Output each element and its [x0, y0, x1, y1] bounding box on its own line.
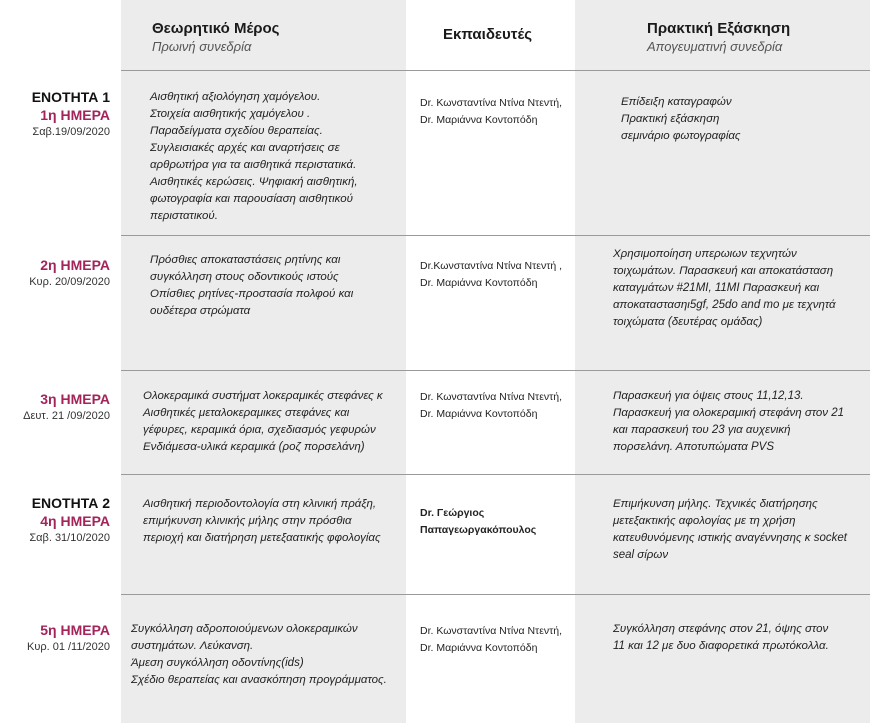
day-1-label-block [32, 88, 110, 139]
day-3-label-block [23, 390, 110, 423]
trainers-header-title: Εκπαιδευτές [443, 26, 533, 43]
practical-header-subtitle: Απογευματινή συνεδρία [647, 39, 783, 54]
row-separator [121, 370, 870, 371]
theory-header-subtitle: Πρωινή συνεδρία [152, 39, 252, 54]
day-1-trainers: Dr. Κωνσταντίνα Ντίνα Ντεντή, Dr. Μαριάννα Κοντοπόδη [420, 97, 563, 126]
day-1-practical: Επίδειξη καταγραφών Πρακτική εξάσκηση σεμινάριο φωτογραφίας [621, 96, 741, 142]
unit-label: ΕΝΟΤΗΤΑ 2 [31, 495, 110, 511]
row-separator [121, 235, 870, 236]
day-1-theory: Αισθητική αξιολόγηση χαμόγελου. Στοιχεία αισθητικής χαμόγελου . Παραδείγματα σχεδίου θεραπείας. Συγλεισιακές αρχές και αναρτήσεις σε αρθρωτήρα για τα αισθητικά περιστατικά. Αισθητικές κερώσεις. Ψηφιακή αισθητική, φωτογραφία και παρουσίαση αισθητικού περιστατικού. [150, 91, 358, 222]
row-separator [121, 594, 870, 595]
day-5-theory: Συγκόλληση αδροποιούμενων ολοκεραμικών συστημάτων. Λεύκανση. Άμεση συγκόλληση οδοντίνης(ids) Σχέδιο θεραπείας και ανασκόπηση προγράμματος. [131, 623, 387, 686]
day-4-trainers: Dr. Γεώργιος Παπαγεωργακόπουλος [420, 507, 537, 536]
day-2-trainers: Dr.Κωνσταντίνα Ντίνα Ντεντή , Dr. Μαριάννα Κοντοπόδη [420, 260, 563, 289]
day-4-practical: Επιμήκυνση μήλης. Τεχνικές διατήρησης μετεξακτικής αφολογίας με τη χρήση κατευθυνόμενης ιστικής αναγέννησης κ socket seal σίρων [613, 498, 847, 561]
day-5-practical: Συγκόλληση στεφάνης στον 21, όψης στον 11 και 12 με δυο διαφορετικά πρωτόκολλα. [613, 623, 829, 652]
day-3-theory: Ολοκεραμικά συστήματ λοκεραμικές στεφάνες κ Αισθητικές μεταλοκεραμικες στεφάνες και γέφυρες, κεραμικά όρια, σχεδιασμός γεφυρών Ενδιάμεσα-υλικά κεραμικά (ροζ πορσελάνη) [143, 390, 383, 453]
day-4-label-block [29, 494, 110, 545]
theory-header-title: Θεωρητικό Μέρος [152, 20, 280, 37]
day-date: Κυρ. 20/09/2020 [29, 276, 110, 288]
theory-header [152, 20, 279, 56]
day-5-trainers: Dr. Κωνσταντίνα Ντίνα Ντεντή, Dr. Μαριάννα Κοντοπόδη [420, 625, 563, 654]
day-2-theory: Πρόσθιες αποκαταστάσεις ρητίνης και συγκόλληση στους οδοντικούς ιστούς Οπίσθιες ρητίνες-προστασία πολφού και ουδέτερα στρώματα [150, 254, 354, 317]
practical-header-title: Πρακτική Εξάσκηση [647, 20, 791, 37]
day-2-label-block [29, 256, 110, 289]
practical-header [647, 20, 790, 56]
day-label: 1η ΗΜΕΡΑ [40, 107, 110, 123]
day-label: 5η ΗΜΕΡΑ [40, 622, 110, 638]
day-5-label-block [27, 621, 110, 654]
day-4-theory: Αισθητική περιοδοντολογία στη κλινική πράξη, επιμήκυνση κλινικής μήλης στην πρόσθια περιοχή και διατήρηση μετεξαατικής φφολογίας [143, 498, 381, 544]
trainers-header [443, 26, 532, 44]
day-3-trainers: Dr. Κωνσταντίνα Ντίνα Ντεντή, Dr. Μαριάννα Κοντοπόδη [420, 391, 563, 420]
day-label: 3η ΗΜΕΡΑ [40, 391, 110, 407]
row-separator [121, 474, 870, 475]
day-label: 4η ΗΜΕΡΑ [40, 513, 110, 529]
day-date: Σαβ.19/09/2020 [32, 126, 110, 138]
day-2-practical: Χρησιμοποίηση υπερωιων τεχνητών τοιχωμάτων. Παρασκευή και αποκατάσταση καταγμάτων #21MI, 11MI Παρασκευή και αποκαταστασηι5gf, 25do and mo με τεχνητά τοιχώματα (δευτέρας ομάδας) [613, 248, 836, 328]
day-label: 2η ΗΜΕΡΑ [40, 257, 110, 273]
day-3-practical: Παρασκευή για όψεις στους 11,12,13. Παρασκευή για ολοκεραμική στεφάνη στον 21 και παρασκευή του 23 για αυχενική πορσελάνη. Αποτυπώματα PVS [613, 390, 845, 453]
day-date: Σαβ. 31/10/2020 [29, 532, 110, 544]
row-separator [121, 70, 870, 71]
day-date: Κυρ. 01 /11/2020 [26, 641, 110, 653]
unit-label: ΕΝΟΤΗΤΑ 1 [31, 89, 110, 105]
day-date: Δευτ. 21 /09/2020 [23, 410, 110, 422]
